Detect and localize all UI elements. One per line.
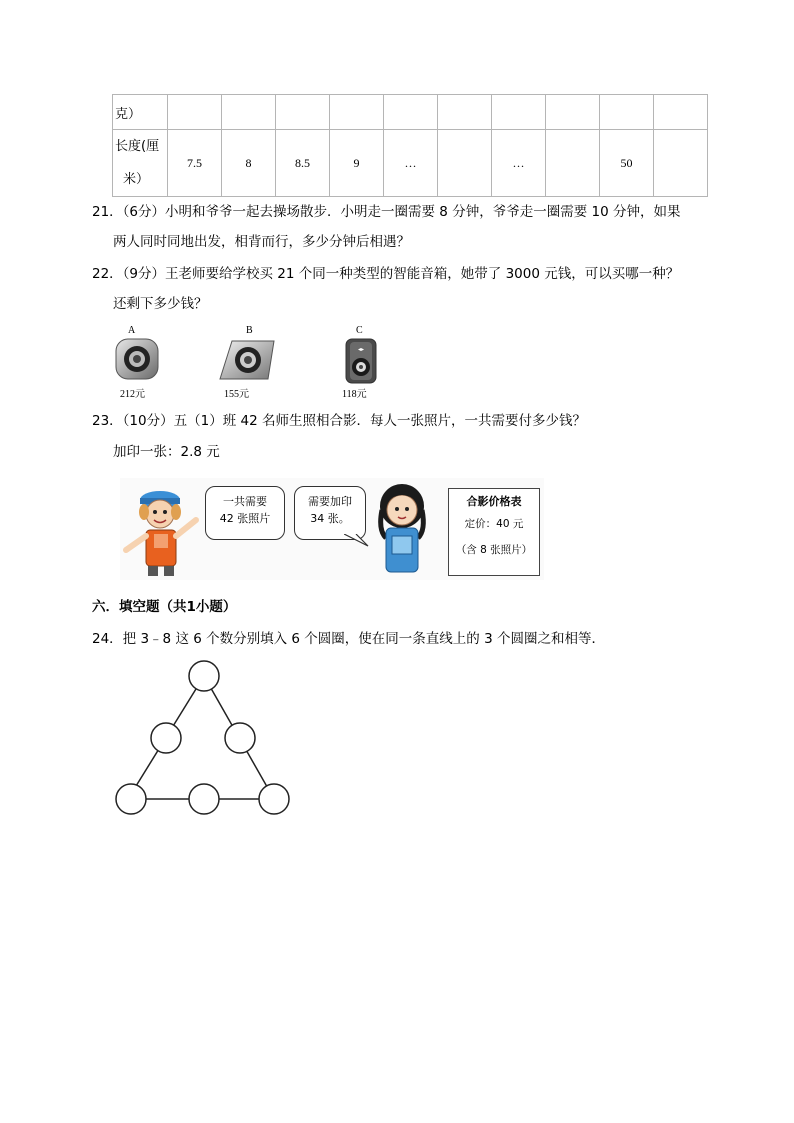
table-row-length — [113, 130, 708, 197]
speech-bubble-boy — [205, 486, 285, 540]
speaker-a-label: A — [128, 325, 136, 336]
bubble1-line2: 42 张照片 — [219, 512, 271, 525]
table-cell — [330, 95, 384, 130]
q23-line2: 加印一张：2.8 元 — [113, 444, 220, 460]
table-cell — [492, 95, 546, 130]
length-label-line2: 米） — [123, 172, 150, 187]
table-cell: 9 — [330, 130, 384, 197]
speaker-b-icon — [218, 337, 278, 381]
q23-line1: 23．（10分）五（1）班 42 名师生照相合影．每人一张照片，一共需要付多少钱？ — [92, 413, 586, 429]
table-row-weight — [113, 95, 708, 130]
q22-line1: 22．（9分）王老师要给学校买 21 个同一种类型的智能音箱，她带了 3000 元钱，可以买哪一种？ — [92, 266, 680, 282]
girl-figure-icon — [368, 480, 438, 578]
table-cell — [384, 95, 438, 130]
price-card-price: 定价：40 元 — [464, 518, 524, 530]
table-cell — [438, 130, 492, 197]
circle-bottom-middle — [189, 784, 219, 814]
speaker-c-icon — [344, 337, 378, 385]
table-row-label: 克） — [113, 95, 168, 130]
circle-bottom-left — [116, 784, 146, 814]
price-card — [448, 488, 540, 576]
boy-figure-icon — [122, 482, 202, 578]
triangle-circles-diagram — [110, 658, 300, 820]
speaker-a-price: 212元 — [120, 389, 145, 400]
table-cell: … — [384, 130, 438, 197]
speaker-options — [110, 323, 390, 399]
q24-line1: 24．把 3﹣8 这 6 个数分别填入 6 个圆圈，使在同一条直线上的 3 个圆圈之和相等． — [92, 631, 605, 647]
speaker-a-icon — [114, 337, 160, 381]
speaker-c-price: 118元 — [342, 389, 367, 400]
bubble2-line2: 34 张。 — [310, 512, 350, 525]
bubble2-line1: 需要加印 — [308, 495, 352, 508]
speaker-b-label: B — [246, 325, 253, 336]
speaker-b-price: 155元 — [224, 389, 249, 400]
table-cell — [546, 130, 600, 197]
table-cell: 7.5 — [168, 130, 222, 197]
table-cell: 50 — [600, 130, 654, 197]
bubble1-line1: 一共需要 — [223, 495, 267, 508]
circle-top — [189, 661, 219, 691]
circle-right-middle — [225, 723, 255, 753]
price-card-title: 合影价格表 — [466, 495, 522, 508]
speech-bubble-girl — [294, 486, 366, 540]
q22-line2: 还剩下多少钱？ — [113, 296, 208, 312]
table-cell — [600, 95, 654, 130]
table-row-label — [113, 130, 168, 197]
table-cell — [654, 95, 708, 130]
table-cell — [168, 95, 222, 130]
circle-bottom-right — [259, 784, 289, 814]
table-cell — [654, 130, 708, 197]
table-cell: 8.5 — [276, 130, 330, 197]
section-6-title: 六．填空题（共1小题） — [92, 599, 237, 615]
svg-text:◂▸: ◂▸ — [357, 346, 365, 353]
table-cell — [438, 95, 492, 130]
length-label-line1: 长度(厘 — [115, 139, 160, 154]
table-cell: 8 — [222, 130, 276, 197]
data-table — [112, 94, 708, 197]
circle-left-middle — [151, 723, 181, 753]
table-cell — [276, 95, 330, 130]
table-cell — [546, 95, 600, 130]
q21-line2: 两人同时同地出发，相背而行，多少分钟后相遇？ — [113, 234, 410, 250]
q21-line1: 21．（6分）小明和爷爷一起去操场散步．小明走一圈需要 8 分钟，爷爷走一圈需要 10 分钟，如果 — [92, 204, 681, 220]
photo-illustration — [120, 478, 544, 580]
speaker-c-label: C — [356, 325, 363, 336]
table-cell: … — [492, 130, 546, 197]
price-card-note: （含 8 张照片） — [455, 544, 533, 556]
table-cell — [222, 95, 276, 130]
